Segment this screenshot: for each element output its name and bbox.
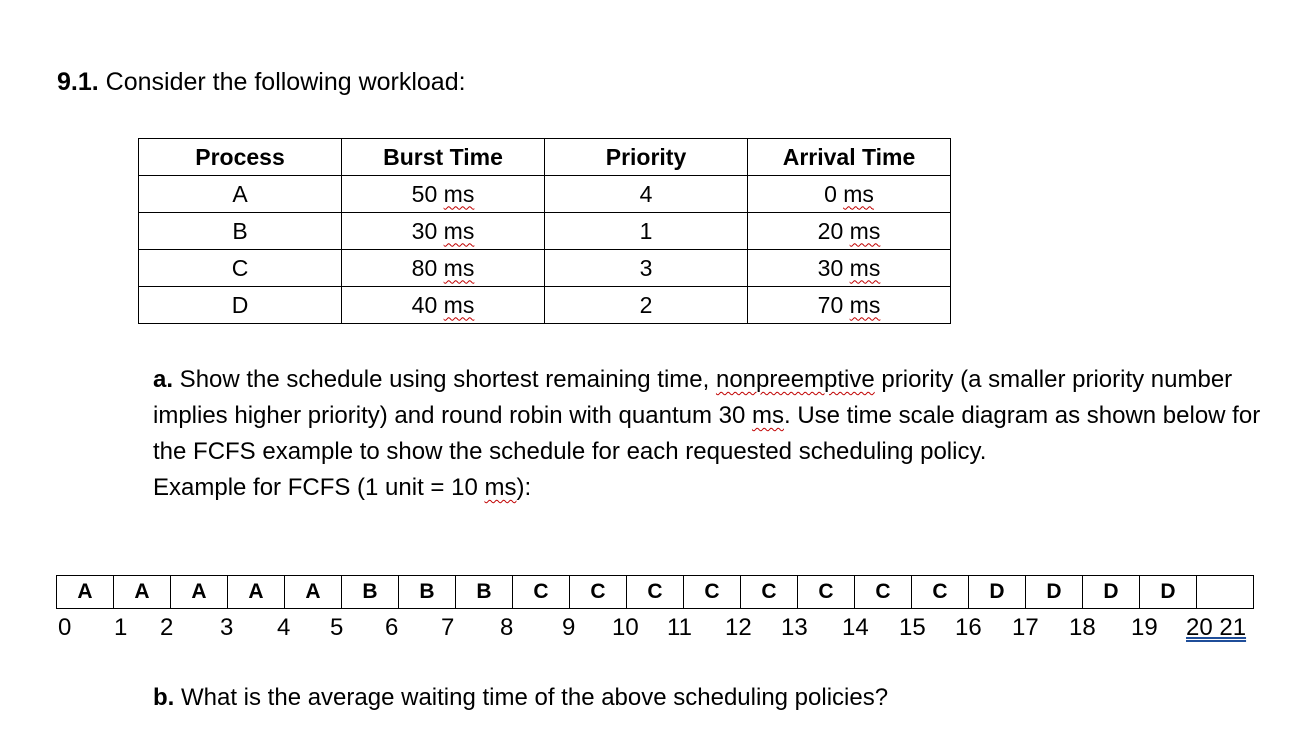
burst-unit: ms: [443, 291, 475, 318]
gantt-cell: B: [399, 576, 456, 609]
gantt-cell: C: [627, 576, 684, 609]
table-row: [139, 176, 951, 213]
priority-cell: 4: [545, 176, 748, 213]
question-b-label: b.: [153, 684, 175, 711]
gantt-cell: C: [684, 576, 741, 609]
burst-cell: [342, 250, 545, 287]
gantt-cell: C: [741, 576, 798, 609]
time-tick: 13: [781, 614, 808, 641]
process-cell: C: [139, 250, 342, 287]
fcfs-gantt-chart: [56, 575, 1254, 609]
arrival-cell: [748, 250, 951, 287]
process-cell: D: [139, 287, 342, 324]
question-a-paragraph: [153, 362, 1273, 506]
arrival-unit: ms: [843, 180, 874, 207]
time-tick: 6: [385, 614, 399, 641]
table-header-row: [139, 139, 951, 176]
priority-cell: 3: [545, 250, 748, 287]
burst-unit: ms: [443, 180, 475, 207]
burst-value: 40: [411, 291, 438, 318]
time-tick: 1: [114, 614, 128, 641]
time-tick: 8: [500, 614, 514, 641]
arrival-value: 70: [817, 291, 844, 318]
time-tick-last: 20 21: [1186, 614, 1247, 641]
question-b: [153, 684, 888, 712]
gantt-cell: A: [57, 576, 114, 609]
time-tick: 11: [667, 614, 692, 641]
gantt-cell: C: [912, 576, 969, 609]
time-tick: 4: [277, 614, 291, 641]
priority-cell: 1: [545, 213, 748, 250]
time-tick: 5: [330, 614, 344, 641]
time-tick: 7: [441, 614, 455, 641]
arrival-unit: ms: [849, 291, 881, 318]
time-tick: 3: [220, 614, 234, 641]
question-b-text: What is the average waiting time of the above scheduling policies?: [174, 684, 889, 711]
table-row: [139, 250, 951, 287]
table-row: [139, 213, 951, 250]
gantt-cell: C: [798, 576, 855, 609]
spellcheck-word: nonpreemptive: [715, 366, 875, 393]
burst-value: 80: [411, 254, 438, 281]
arrival-cell: [748, 176, 951, 213]
header-burst-time: Burst Time: [342, 139, 545, 176]
arrival-cell: [748, 213, 951, 250]
time-tick: 9: [562, 614, 576, 641]
gantt-cell: [1197, 576, 1254, 609]
gantt-cell: B: [342, 576, 399, 609]
burst-cell: [342, 213, 545, 250]
question-number: 9.1.: [57, 68, 99, 96]
gantt-cell: C: [513, 576, 570, 609]
gantt-cell: C: [570, 576, 627, 609]
arrival-value: 30: [817, 254, 844, 281]
burst-value: 50: [411, 180, 438, 207]
time-tick: 16: [955, 614, 982, 641]
header-arrival-time: Arrival Time: [748, 139, 951, 176]
burst-unit: ms: [443, 254, 475, 281]
header-process: Process: [139, 139, 342, 176]
question-a-text-3: . Use time scale diagram as shown below for the FCFS example to show the schedule for each requested scheduling policy.: [153, 402, 1261, 465]
process-cell: A: [139, 176, 342, 213]
gantt-cell: D: [1140, 576, 1197, 609]
spellcheck-word: ms: [751, 402, 784, 429]
gantt-row: [57, 576, 1254, 609]
time-tick: 2: [160, 614, 174, 641]
example-text: Example for FCFS (1 unit = 10: [153, 474, 485, 501]
time-tick: 12: [725, 614, 752, 641]
burst-cell: [342, 287, 545, 324]
question-a-label: a.: [153, 366, 174, 393]
burst-unit: ms: [443, 217, 475, 244]
time-scale: [0, 614, 1304, 646]
question-heading-text: Consider the following workload:: [98, 68, 466, 96]
gantt-cell: A: [171, 576, 228, 609]
time-tick: 10: [612, 614, 639, 641]
workload-table: [138, 138, 951, 324]
arrival-value: 20: [817, 217, 844, 244]
arrival-unit: ms: [849, 217, 881, 244]
time-tick: 17: [1012, 614, 1039, 641]
header-priority: Priority: [545, 139, 748, 176]
burst-cell: [342, 176, 545, 213]
arrival-cell: [748, 287, 951, 324]
time-tick: 14: [842, 614, 869, 641]
question-a-text-2: priority (a smaller priority number implies higher priority) and round robin with quantum 30: [153, 366, 1233, 429]
burst-value: 30: [411, 217, 438, 244]
arrival-unit: ms: [849, 254, 881, 281]
gantt-cell: D: [969, 576, 1026, 609]
example-end: ):: [516, 474, 532, 501]
gantt-cell: D: [1026, 576, 1083, 609]
gantt-cell: A: [285, 576, 342, 609]
question-heading: [57, 68, 466, 97]
time-tick: 15: [899, 614, 926, 641]
time-tick: 18: [1069, 614, 1096, 641]
gantt-cell: C: [855, 576, 912, 609]
time-tick: 0: [58, 614, 72, 641]
arrival-value: 0: [824, 180, 837, 207]
process-cell: B: [139, 213, 342, 250]
gantt-cell: B: [456, 576, 513, 609]
gantt-cell: A: [228, 576, 285, 609]
table-row: [139, 287, 951, 324]
time-tick: 19: [1131, 614, 1158, 641]
example-unit: ms: [484, 474, 517, 501]
gantt-cell: A: [114, 576, 171, 609]
gantt-cell: D: [1083, 576, 1140, 609]
priority-cell: 2: [545, 287, 748, 324]
question-a-text-1: Show the schedule using shortest remaining time,: [173, 366, 716, 393]
